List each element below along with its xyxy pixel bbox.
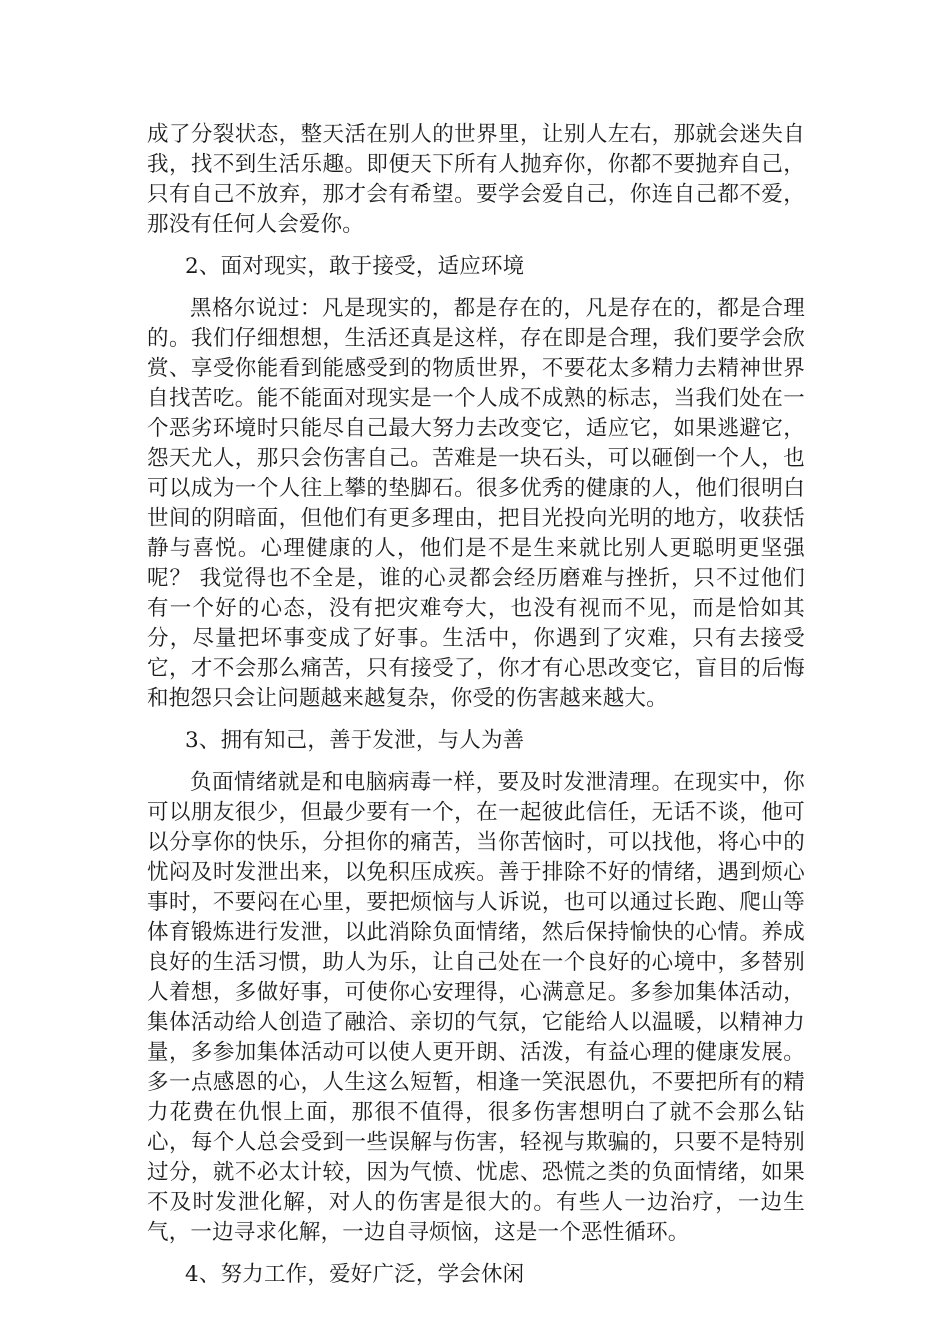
body-paragraph: 负面情绪就是和电脑病毒一样，要及时发泄清理。在现实中，你可以朋友很少，但最少要有一个，在一起彼此信任，无话不谈，他可以分享你的快乐，分担你的痛苦，当你苦恼时，可以找他，将心中的忧闷及时发泄出来，以免积压成疾。善于排除不好的情绪，遇到烦心事时，不要闷在心里，要把烦恼与人诉说，也可以通过长跑、爬山等体育锻炼进行发泄，以此消除负面情绪，然后保持愉快的心情。养成良好的生活习惯，助人为乐，让自己处在一个良好的心境中，多替别人着想，多做好事，可使你心安理得，心满意足。多参加集体活动，集体活动给人创造了融洽、亲切的气氛，它能给人以温暖，以精神力量，多参加集体活动可以使人更开朗、活泼，有益心理的健康发展。多一点感恩的心，人生这么短暂，相逢一笑泯恩仇，不要把所有的精力花费在仇恨上面，那很不值得，很多伤害想明白了就不会那么钻心，每个人总会受到一些误解与伤害，轻视与欺骗的，只要不是特别过分，就不必太计较，因为气愤、忧虑、恐慌之类的负面情绪，如果不及时发泄化解，对人的伤害是很大的。有些人一边治疗，一边生气，一边寻求化解，一边自寻烦恼，这是一个恶性循环。	[147, 770, 805, 1245]
body-paragraph: 成了分裂状态，整天活在别人的世界里，让别人左右，那就会迷失自我，找不到生活乐趣。即便天下所有人抛弃你，你都不要抛弃自己，只有自己不放弃，那才会有希望。要学会爱自己，你连自己都不爱，那没有任何人会爱你。	[147, 122, 805, 237]
section-heading: 3、拥有知己，善于发泄，与人为善	[185, 728, 525, 753]
section-heading: 2、面对现实，敢于接受，适应环境	[185, 254, 525, 279]
body-paragraph: 黑格尔说过：凡是现实的，都是存在的，凡是存在的，都是合理的。我们仔细想想，生活还真是这样，存在即是合理，我们要学会欣赏、享受你能看到能感受到的物质世界，不要花太多精力去精神世界自找苦吃。能不能面对现实是一个人成不成熟的标志，当我们处在一个恶劣环境时只能尽自己最大努力去改变它，适应它，如果逃避它，怨天尤人，那只会伤害自己。苦难是一块石头，可以砸倒一个人，也可以成为一个人往上攀的垫脚石。很多优秀的健康的人，他们很明白世间的阴暗面，但他们有更多理由，把目光投向光明的地方，收获恬静与喜悦。心理健康的人，他们是不是生来就比别人更聪明更坚强呢？ 我觉得也不全是，谁的心灵都会经历磨难与挫折，只不过他们有一个好的心态，没有把灾难夸大，也没有视而不见，而是恰如其分，尽量把坏事变成了好事。生活中，你遇到了灾难，只有去接受它，才不会那么痛苦，只有接受了，你才有心思改变它，盲目的后悔和抱怨只会让问题越来越复杂，你受的伤害越来越大。	[147, 296, 805, 711]
section-heading: 4、努力工作，爱好广泛，学会休闲	[185, 1262, 525, 1287]
document-body	[147, 120, 805, 1290]
